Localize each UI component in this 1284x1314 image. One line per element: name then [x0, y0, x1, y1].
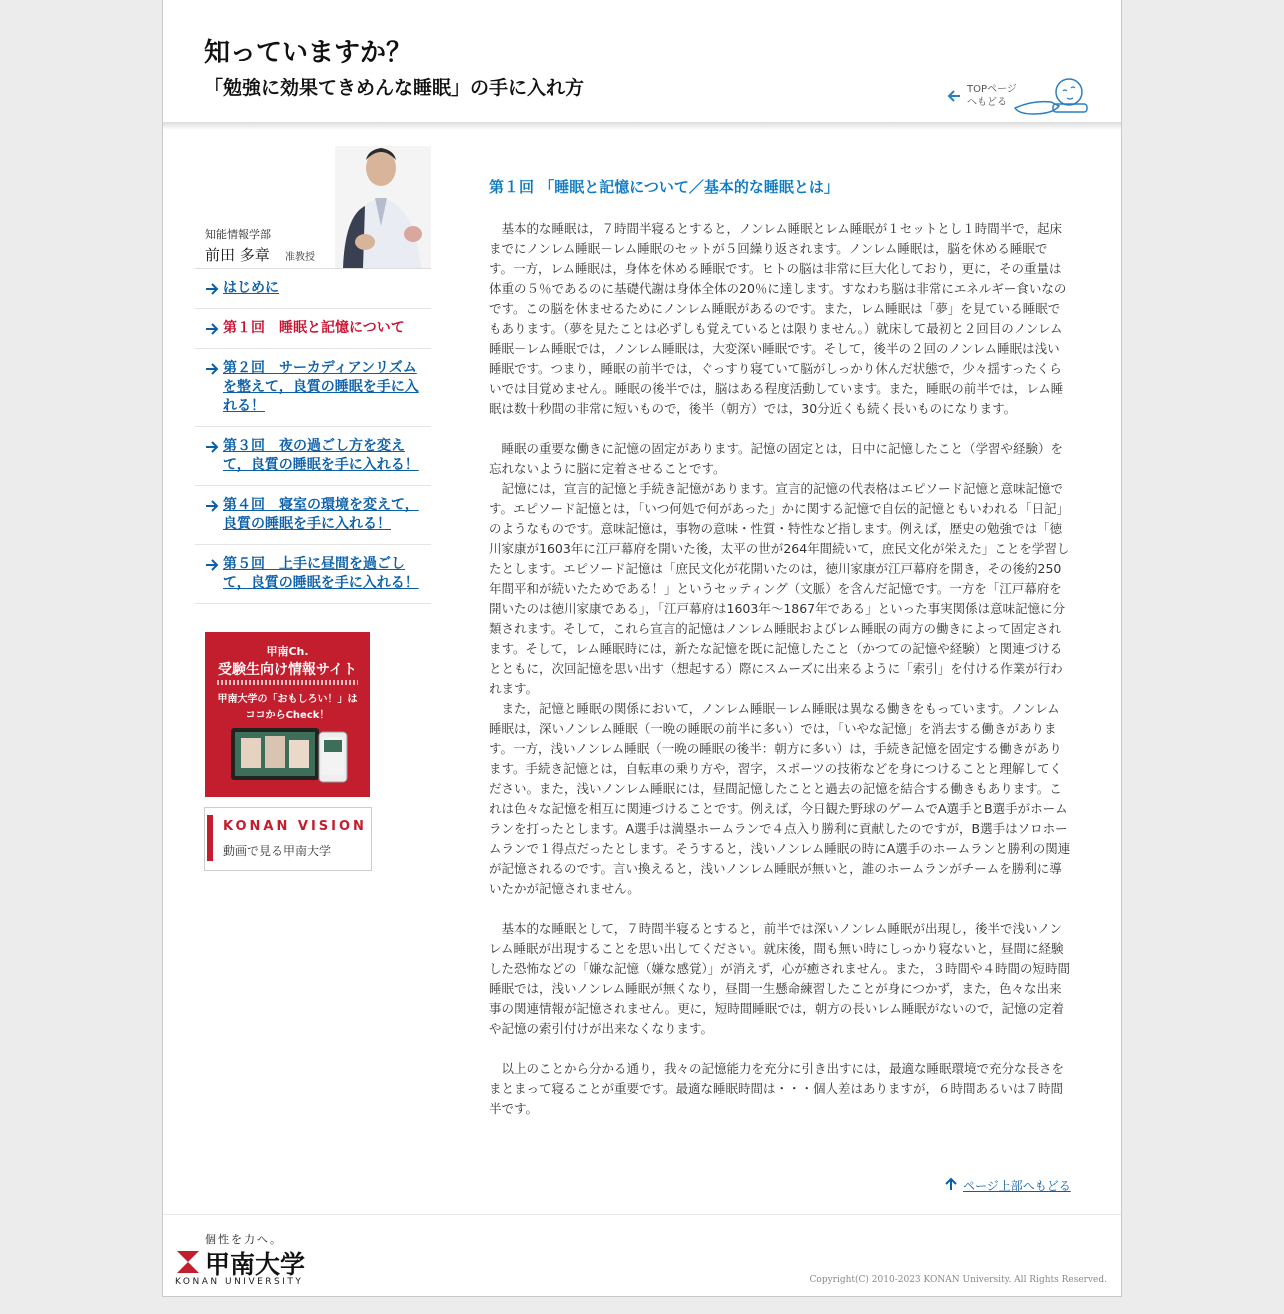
top-page-link[interactable] — [947, 76, 1087, 116]
copyright: Copyright(C) 2010-2023 KONAN University. All Rights Reserved. — [809, 1275, 1107, 1285]
page-subtitle: 「勉強に効果てきめんな睡眠」の手に入れ方 — [204, 77, 585, 99]
top-link-line1: TOPページ — [967, 84, 1017, 95]
arrow-right-icon — [205, 322, 219, 336]
arrow-right-icon — [205, 499, 219, 513]
main-content — [489, 176, 1071, 1119]
nav-link-chapter2[interactable]: 第２回 サーカディアンリズムを整えて，良質の睡眠を手に入れる！ — [223, 360, 419, 414]
footer — [163, 1214, 1121, 1297]
banner2-accent — [207, 815, 213, 861]
paragraph: また，記憶と睡眠の関係において，ノンレム睡眠－レム睡眠は異なる働きをもっています。ノンレム睡眠は，深いノンレム睡眠（一晩の睡眠の前半に多い）では，「いやな記憶」を消去する働きがあります。一方，浅いノンレム睡眠（一晩の睡眠の後半：朝方に多い）は，手続き記憶を固定する働きがあります。手続き記憶とは，自転車の乗り方や，習字，スポーツの技術などを身につけることと理解してください。また，浅いノンレム睡眠には，昼間記憶したことと過去の記憶を結合する働きもあります。これは色々な記憶を相互に関連づけることです。例えば，今日観た野球のゲームでA選手とB選手がホームランを打ったとします。A選手は満塁ホームランで４点入り勝利に貢献したのですが，B選手はソロホームランで１得点だったとします。そうすると，浅いノンレム睡眠の時にA選手のホームランと勝利の関連が記憶されるのです。言い換えると，浅いノンレム睡眠が無いと，誰のホームランがチームを勝利に導いたかが記憶されません。 — [489, 701, 1071, 896]
nav-item-chapter1 — [195, 309, 431, 349]
professor-photo — [335, 146, 431, 268]
nav-item-chapter5 — [195, 545, 431, 604]
nav-link-chapter1[interactable]: 第１回 睡眠と記憶について — [223, 320, 405, 336]
chapter-title: 第１回 「睡眠と記憶について／基本的な睡眠とは」 — [489, 178, 839, 196]
banner-ch-label: 甲南Ch. — [266, 645, 309, 658]
professor-title: 准教授 — [285, 252, 315, 263]
nav-link-chapter4[interactable]: 第４回 寝室の環境を変えて，良質の睡眠を手に入れる！ — [223, 497, 419, 532]
header — [163, 0, 1121, 126]
nav-link-chapter3[interactable]: 第３回 夜の過ごし方を変えて，良質の睡眠を手に入れる！ — [223, 438, 419, 473]
logo-tagline: 個性を力へ。 — [205, 1233, 283, 1246]
logo-name: 甲南大学 — [205, 1250, 306, 1279]
professor-name: 前田 多章 — [205, 246, 270, 264]
page-title: 知っていますか？ — [204, 38, 413, 68]
arrow-right-icon — [205, 362, 219, 376]
nav-link-intro[interactable]: はじめに — [223, 280, 279, 296]
konan-emblem-icon — [175, 1249, 201, 1275]
nav-item-chapter3 — [195, 427, 431, 486]
page-top-text: ページ上部へもどる — [963, 1179, 1071, 1193]
arrow-up-icon — [943, 1176, 959, 1192]
vision-title: KONAN VISION — [223, 819, 367, 834]
logo-english: KONAN UNIVERSITY — [175, 1277, 304, 1287]
paragraph: 基本的な睡眠として，７時間半寝るとすると，前半では深いノンレム睡眠が出現し，後半で浅いノンレム睡眠が出現することを思い出してください。就床後，間も無い時にしっかり寝ないと，昼間に経験した恐怖などの「嫌な記憶（嫌な感覚）」が消えず，心が癒されません。また，３時間や４時間の短時間睡眠では，浅いノンレム睡眠が無くなり，昼間一生懸命練習したことが身につかず，また，色々な出来事の関連情報が記憶されません。更に，短時間睡眠では，朝方の長いレム睡眠がないので，記憶の定着や記憶の索引付けが出来なくなります。 — [489, 921, 1071, 1036]
nav-link-chapter5[interactable]: 第５回 上手に昼間を過ごして，良質の睡眠を手に入れる！ — [223, 556, 419, 591]
professor-department: 知能情報学部 — [205, 228, 271, 241]
sleeping-character-icon — [1013, 76, 1089, 116]
arrow-right-icon — [205, 558, 219, 572]
devices-image — [229, 724, 353, 786]
konan-ch-banner[interactable] — [205, 632, 370, 797]
page-top-link[interactable] — [943, 1176, 1073, 1196]
vision-subtitle: 動画で見る甲南大学 — [223, 844, 332, 858]
nav-item-intro — [195, 269, 431, 309]
paragraph: 基本的な睡眠は，７時間半寝るとすると，ノンレム睡眠とレム睡眠が１セットとし１時間半で，起床までにノンレム睡眠－レム睡眠のセットが５回繰り返されます。ノンレム睡眠は，脳を休める睡眠です。一方，レム睡眠は，身体を休める睡眠です。ヒトの脳は非常に巨大化しており，更に，その重量は体重の５％であるのに基礎代謝は身体全体の20％に達します。すなわち脳は非常にエネルギー食いなのです。この脳を休ませるためにノンレム睡眠があるのです。また，レム睡眠は「夢」を見ている睡眠でもあります。（夢を見たことは必ずしも覚えているとは限りません。）就床して最初と２回目のノンレム睡眠－レム睡眠では，ノンレム睡眠は，大変深い睡眠です。そして，後半の２回のノンレム睡眠は浅い睡眠です。つまり，睡眠の前半では，ぐっすり寝ていて脳がしっかり休んだ状態で，少々揺すったくらいでは目覚めません。睡眠の後半では，脳はある程度活動しています。また，睡眠の前半では，レム睡眠は数十秒間の非常に短いもので，後半（朝方）では，30分近くも続く長いものになります。 — [489, 221, 1067, 416]
paragraph: 以上のことから分かる通り，我々の記憶能力を充分に引き出すには，最適な睡眠環境で充分な長さをまとまって寝ることが重要です。最適な睡眠時間は・・・個人差はありますが，６時間あるいは７時間半です。 — [489, 1061, 1065, 1116]
nav-item-chapter2 — [195, 349, 431, 427]
nav-item-chapter4 — [195, 486, 431, 545]
top-link-line2: へもどる — [967, 97, 1007, 108]
paragraph: 記憶には，宣言的記憶と手続き記憶があります。宣言的記憶の代表格はエピソード記憶と意味記憶です。エピソード記憶とは，「いつ何処で何があった」かに関する記憶で自伝的記憶ともいわれる「日記」のようなものです。意味記憶は，事物の意味・性質・特性など指します。例えば，歴史の勉強では「徳川家康が1603年に江戸幕府を開いた後，太平の世が264年間続いて，庶民文化が栄えた」ことを学習したとします。エピソード記憶は「庶民文化が花開いたのは，徳川家康が江戸幕府を開き，その後約250年間平和が続いたためである！」というセッティング（文脈）を含んだ記憶です。一方を「江戸幕府を開いたのは徳川家康である」，「江戸幕府は1603年～1867年である」といった事実関係は意味記憶に分類されます。そして，これら宣言的記憶はノンレム睡眠およびレム睡眠の両方の働きによって固定されます。そして，レム睡眠時には，新たな記憶を既に記憶したこと（かつての記憶や経験）と関連づけるとともに，次回記憶を思い出す（想起する）際にスムーズに出来るように「索引」を付ける作業が行われます。 — [489, 481, 1070, 696]
arrow-right-icon — [205, 440, 219, 454]
arrow-right-icon — [205, 282, 219, 296]
sidebar — [195, 146, 431, 604]
banner-title: 受験生向け情報サイト — [217, 662, 358, 678]
banner-stripe — [217, 680, 358, 685]
professor-profile — [195, 146, 431, 269]
konan-vision-banner[interactable] — [204, 807, 372, 871]
konan-logo[interactable] — [175, 1231, 315, 1287]
arrow-left-icon — [947, 88, 963, 104]
banner-line1: 甲南大学の「おもしろい！」は — [217, 694, 358, 705]
page — [162, 0, 1122, 1297]
paragraph: 睡眠の重要な働きに記憶の固定があります。記憶の固定とは，日中に記憶したこと（学習や経験）を忘れないように脳に定着させることです。 — [489, 441, 1064, 476]
header-divider — [163, 122, 1121, 130]
banner-line2: ココからCheck！ — [245, 710, 330, 721]
